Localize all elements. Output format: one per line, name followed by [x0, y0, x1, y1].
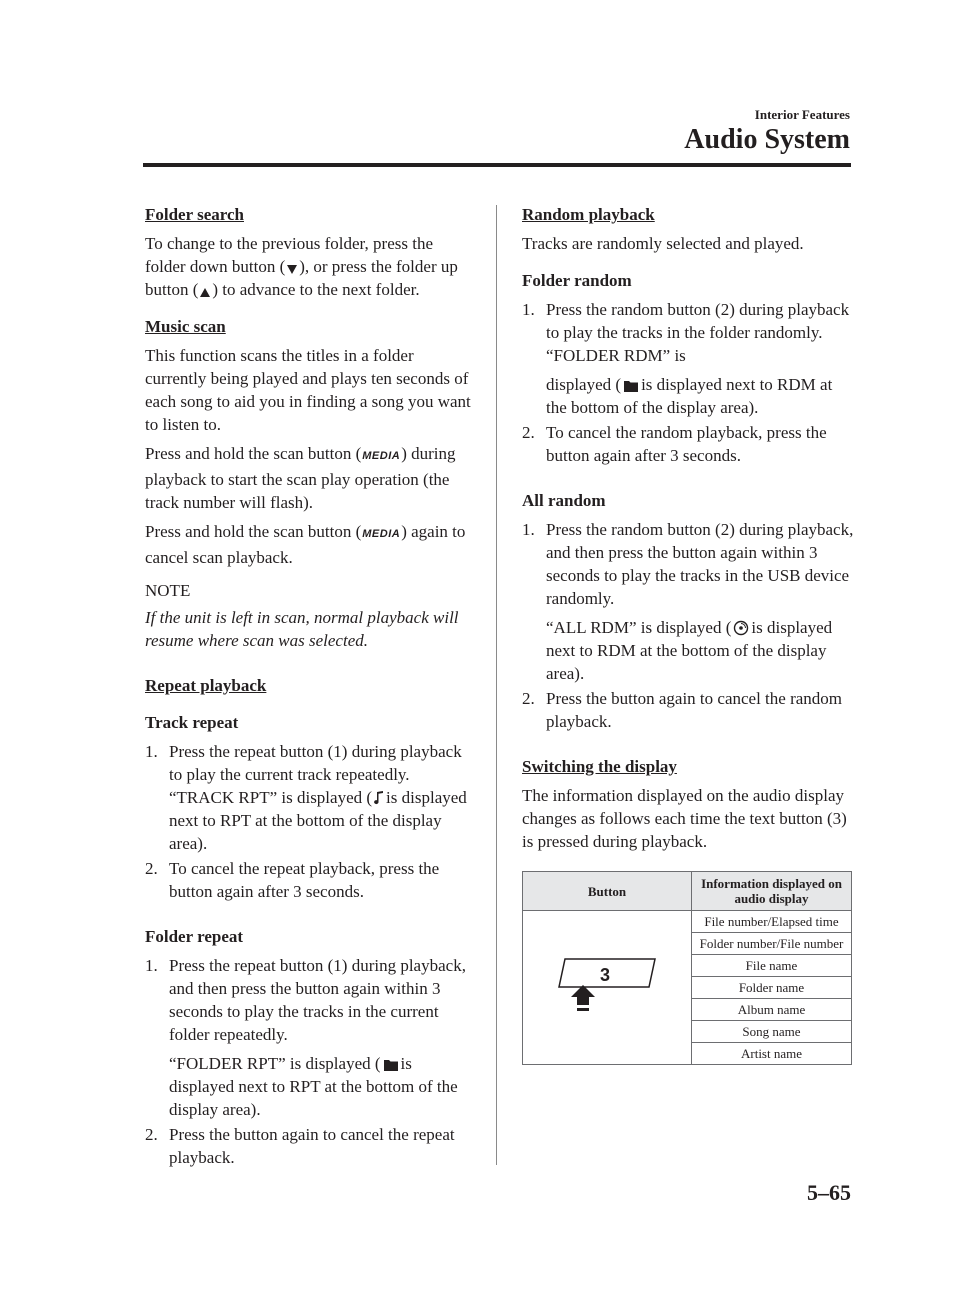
all-random-steps [522, 518, 857, 733]
note-label: NOTE [145, 581, 191, 600]
list-item: 1. Press the repeat button (1) during playback to play the current track repeatedly. “TRACK RPT” is displayed ( is displayed next to RPT at the bottom of the display area). [145, 742, 467, 853]
switching-display-heading: Switching the display [522, 757, 677, 776]
table-header-row [523, 872, 852, 911]
list-item: 2. Press the button again to cancel the random playback. [522, 689, 842, 731]
right-column [522, 203, 857, 1065]
table-cell: Song name [692, 1021, 852, 1043]
text-button-illustration [557, 951, 657, 1021]
random-intro: Tracks are randomly selected and played. [522, 234, 804, 253]
switching-display-text: The information displayed on the audio display changes as follows each time the text button (3) is pressed during playback. [522, 786, 847, 851]
folder-icon [383, 1058, 399, 1072]
folder-random-steps [522, 298, 857, 467]
folder-search-heading: Folder search [145, 205, 244, 224]
section-label: Interior Features [754, 107, 850, 122]
media-button-icon: MEDIA [362, 528, 401, 540]
random-playback-heading: Random playback [522, 205, 655, 224]
button-illustration-cell [523, 911, 692, 1065]
list-item: 1. Press the repeat button (1) during playback, and then press the button again within 3 seconds to play the tracks in the current folder repeatedly. “FOLDER RPT” is displayed ( is displayed next to RPT at the bottom of the display area). [145, 956, 466, 1119]
table-row [523, 911, 852, 933]
table-header-info: Information displayed on audio display [692, 872, 852, 911]
left-column [145, 203, 475, 1175]
chapter-title: Audio System [684, 124, 850, 155]
list-item: 2. To cancel the random playback, press the button again after 3 seconds. [522, 423, 827, 465]
music-scan-intro: This function scans the titles in a folder currently being played and plays ten seconds of each song to aid you in finding a song you want to listen to. [145, 346, 471, 434]
music-note-icon [374, 790, 384, 806]
track-repeat-steps [145, 740, 475, 903]
table-cell: Folder number/File number [692, 933, 852, 955]
folder-up-icon [200, 286, 210, 298]
folder-down-icon [287, 263, 297, 275]
table-cell: Folder name [692, 977, 852, 999]
table-cell: File number/Elapsed time [692, 911, 852, 933]
header-rule [143, 163, 851, 167]
table-cell: Artist name [692, 1043, 852, 1065]
list-item: 2. To cancel the repeat playback, press the button again after 3 seconds. [145, 859, 440, 901]
music-scan-heading: Music scan [145, 317, 226, 336]
page-number: 5–65 [807, 1180, 851, 1205]
music-scan-start: Press and hold the scan button (MEDIA) during playback to start the scan play operation (the track number will flash). [145, 444, 456, 512]
list-item: 1. Press the random button (2) during playback to play the tracks in the folder randomly. “FOLDER RDM” is displayed ( is displayed next to RDM at the bottom of the display area). [522, 300, 850, 417]
display-info-table [522, 871, 852, 1065]
disc-icon [733, 620, 749, 636]
list-item: 2. Press the button again to cancel the repeat playback. [145, 1125, 455, 1167]
table-header-button: Button [523, 872, 692, 911]
folder-repeat-heading: Folder repeat [145, 927, 244, 946]
folder-random-heading: Folder random [522, 271, 632, 290]
all-random-heading: All random [522, 491, 606, 510]
media-button-icon: MEDIA [362, 450, 401, 462]
button-number-label: 3 [599, 965, 611, 985]
table-cell: Album name [692, 999, 852, 1021]
folder-repeat-steps [145, 954, 475, 1169]
track-repeat-heading: Track repeat [145, 713, 239, 732]
repeat-playback-heading: Repeat playback [145, 676, 267, 695]
list-item: 1. Press the random button (2) during playback, and then press the button again within 3 seconds to play the tracks in the USB device randomly. “ALL RDM” is displayed ( is displayed next to RDM at the bottom of the display area). [522, 520, 854, 683]
table-cell: File name [692, 955, 852, 977]
folder-icon [623, 379, 639, 393]
column-divider [496, 205, 497, 1165]
music-scan-cancel: Press and hold the scan button (MEDIA) again to cancel scan playback. [145, 522, 466, 567]
folder-search-text: To change to the previous folder, press the folder down button ( ), or press the folder up button ( ) to advance to the next folder. [145, 234, 458, 299]
note-text: If the unit is left in scan, normal playback will resume where scan was selected. [145, 608, 459, 650]
